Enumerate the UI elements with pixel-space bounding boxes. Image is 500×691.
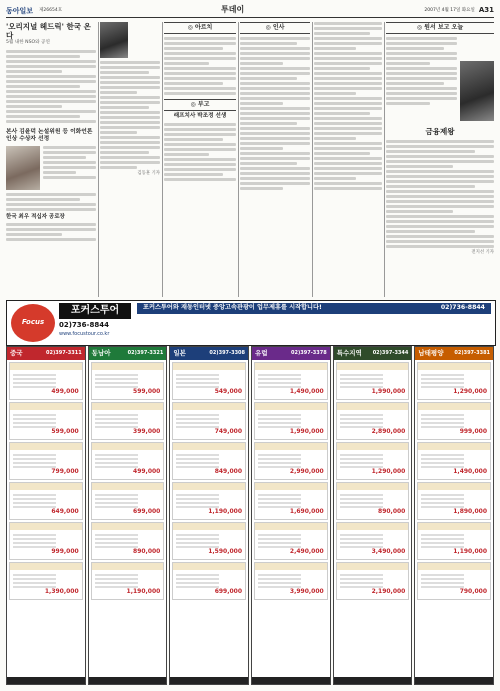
ad-banner [137, 303, 491, 314]
page-header [6, 5, 494, 18]
ad-package-price: 499,000 [133, 467, 161, 475]
ad-package-price: 999,000 [459, 427, 488, 435]
ad-package [9, 362, 83, 400]
ad-destination-name: 중국 [10, 349, 23, 358]
ad-package [417, 562, 491, 600]
ad-package-price: 2,490,000 [289, 547, 324, 555]
section-title: 투데이 [221, 5, 245, 14]
ad-package [336, 362, 410, 400]
ad-package-price: 649,000 [51, 507, 79, 515]
ad-package-price: 1,990,000 [289, 427, 324, 435]
ad-package [91, 402, 165, 440]
ad-package [417, 362, 491, 400]
column-rule [162, 22, 163, 297]
ad-package [417, 522, 491, 560]
ad-column-footer [170, 677, 248, 684]
ad-package-price: 699,000 [214, 587, 243, 595]
column-rule [312, 22, 313, 297]
ad-package-price: 699,000 [133, 507, 161, 515]
ad-package-price: 3,490,000 [371, 547, 406, 555]
ad-package-price: 1,190,000 [453, 547, 488, 555]
ad-column-header [415, 347, 493, 360]
ad-column [88, 346, 168, 685]
ad-destination-name: 동남아 [91, 349, 111, 358]
profile-headline: 본사 김윤덕 논설위원 등 이화언론인상 수상자 선정 [6, 129, 93, 143]
ad-package-price: 2,890,000 [371, 427, 406, 435]
ad-package-price: 1,390,000 [44, 587, 79, 595]
ad-package [336, 482, 410, 520]
ad-package-price: 1,890,000 [453, 507, 488, 515]
column-rule [384, 22, 385, 297]
masthead: 동아일보 [6, 6, 34, 16]
ad-package [91, 442, 165, 480]
ad-package-price: 2,190,000 [371, 587, 406, 595]
ad-package [336, 402, 410, 440]
ad-column [251, 346, 331, 685]
obit-box-title: ◎ 부고 [164, 99, 236, 111]
personnel-box-title: ◎ 인사 [240, 22, 310, 34]
lead-body [6, 50, 96, 123]
ad-package-price: 790,000 [459, 587, 488, 595]
ad-package [172, 362, 246, 400]
ad-package-price: 549,000 [214, 387, 243, 395]
ad-package [336, 442, 410, 480]
ad-column-footer [89, 677, 167, 684]
ad-package [254, 522, 328, 560]
ad-package [172, 402, 246, 440]
lead-article [6, 22, 96, 297]
ad-package-price: 890,000 [378, 507, 406, 515]
ad-column-footer [7, 677, 85, 684]
focus-logo: Focus [11, 304, 55, 342]
ad-package [254, 442, 328, 480]
ad-destination-columns [6, 346, 494, 685]
ad-website: www.focustour.co.kr [59, 331, 110, 337]
ad-column-header [89, 347, 167, 360]
ad-package [9, 562, 83, 600]
ad-column [169, 346, 249, 685]
article-col-3 [164, 22, 236, 297]
article-col-4 [240, 22, 310, 297]
ad-column-header [7, 347, 85, 360]
ad-column [414, 346, 494, 685]
byline: 김동훈 기자 [137, 171, 160, 176]
people-box-title: ◎ 아르치 [164, 22, 236, 34]
essay-headline: 금융제왕 [425, 127, 455, 137]
ad-package [9, 522, 83, 560]
ad-package-price: 1,490,000 [453, 467, 488, 475]
ad-package-price: 1,290,000 [453, 387, 488, 395]
column-rule [238, 22, 239, 297]
ad-column-footer [334, 677, 412, 684]
article-col-2 [100, 22, 160, 297]
ad-header [6, 300, 496, 346]
ad-package [9, 442, 83, 480]
page-number: A31 [478, 6, 494, 15]
ad-package-price: 1,490,000 [289, 387, 324, 395]
ad-destination-phone: 02)397-3381 [454, 350, 491, 357]
ad-package-price: 1,690,000 [289, 507, 324, 515]
ad-package [254, 402, 328, 440]
lead-subhead: 5월 내한 NSO와 공연 [6, 40, 50, 45]
ad-package [254, 362, 328, 400]
ad-package-price: 999,000 [51, 547, 79, 555]
ad-package-price: 1,190,000 [126, 587, 161, 595]
ad-package [172, 442, 246, 480]
essay-box-title: ◎ 원서 보고 오늘 [386, 22, 494, 34]
ad-package-price: 749,000 [214, 427, 243, 435]
ad-package [91, 522, 165, 560]
ad-package [254, 482, 328, 520]
portrait-photo [100, 22, 128, 58]
ad-column [6, 346, 86, 685]
ad-main-phone: 02)736-8844 [59, 321, 109, 329]
ad-package-price: 599,000 [133, 387, 161, 395]
ad-package-price: 3,990,000 [289, 587, 324, 595]
ad-destination-name: 유럽 [255, 349, 268, 358]
ad-destination-phone: 02)397-3308 [209, 350, 246, 357]
ad-column-footer [252, 677, 330, 684]
ad-package [91, 482, 165, 520]
ad-package-price: 1,590,000 [208, 547, 243, 555]
ad-package-price: 1,290,000 [371, 467, 406, 475]
ad-package [91, 362, 165, 400]
ad-package [336, 522, 410, 560]
lead-headline: '오리지널 헤드릭' 한국 온다 [6, 22, 91, 40]
ad-package [9, 402, 83, 440]
ad-brand: 포커스투어 [59, 303, 131, 319]
ad-destination-name: 남태평양 [418, 349, 444, 358]
ad-destination-phone: 02)397-3321 [127, 350, 164, 357]
article-col-5 [314, 22, 382, 297]
ad-package-price: 599,000 [51, 427, 79, 435]
ad-package-price: 799,000 [51, 467, 79, 475]
ad-package [417, 442, 491, 480]
issue-number: 제26654호 [39, 7, 63, 13]
ad-package-price: 1,190,000 [208, 507, 243, 515]
ad-column-header [252, 347, 330, 360]
ad-package-price: 890,000 [133, 547, 161, 555]
ad-package [417, 482, 491, 520]
essay-byline: 전지선 기자 [471, 250, 494, 256]
ad-column [333, 346, 413, 685]
ad-package [91, 562, 165, 600]
ad-destination-phone: 02)397-3311 [46, 350, 82, 357]
ad-column-header [170, 347, 248, 360]
profile-photo [6, 146, 40, 190]
ad-package [254, 562, 328, 600]
ad-destination-name: 특수지역 [336, 349, 362, 358]
dateline: 2007년 4월 17일 화요일 [424, 7, 475, 13]
ad-package-price: 2,990,000 [289, 467, 324, 475]
ad-package [172, 522, 246, 560]
ad-package [172, 482, 246, 520]
ad-destination-phone: 02)397-3378 [291, 350, 327, 357]
ad-package [417, 402, 491, 440]
sub-headline: 한국 최우 적십자 공로장 [6, 214, 65, 221]
ad-destination-name: 일본 [173, 349, 186, 358]
ad-package [172, 562, 246, 600]
ad-package [336, 562, 410, 600]
column-rule [98, 22, 99, 297]
ad-column-header [334, 347, 412, 360]
obit-headline: 래프치사 박조정 선생 [173, 113, 227, 120]
ad-destination-phone: 02)397-3344 [372, 350, 409, 357]
ad-package-price: 849,000 [214, 467, 243, 475]
ad-package [9, 482, 83, 520]
ad-package-price: 399,000 [133, 427, 161, 435]
ad-column-footer [415, 677, 493, 684]
ad-banner-phone: 02)736-8844 [440, 304, 485, 312]
ad-package-price: 499,000 [51, 387, 79, 395]
essay-column [386, 22, 494, 297]
ad-package-price: 1,990,000 [371, 387, 406, 395]
travel-advertisement [6, 300, 494, 685]
columnist-photo [460, 61, 494, 121]
ad-banner-text: 포커스투어와 재동인터넷 중앙고속관광이 업무제휴를 시작합니다! [143, 304, 322, 312]
